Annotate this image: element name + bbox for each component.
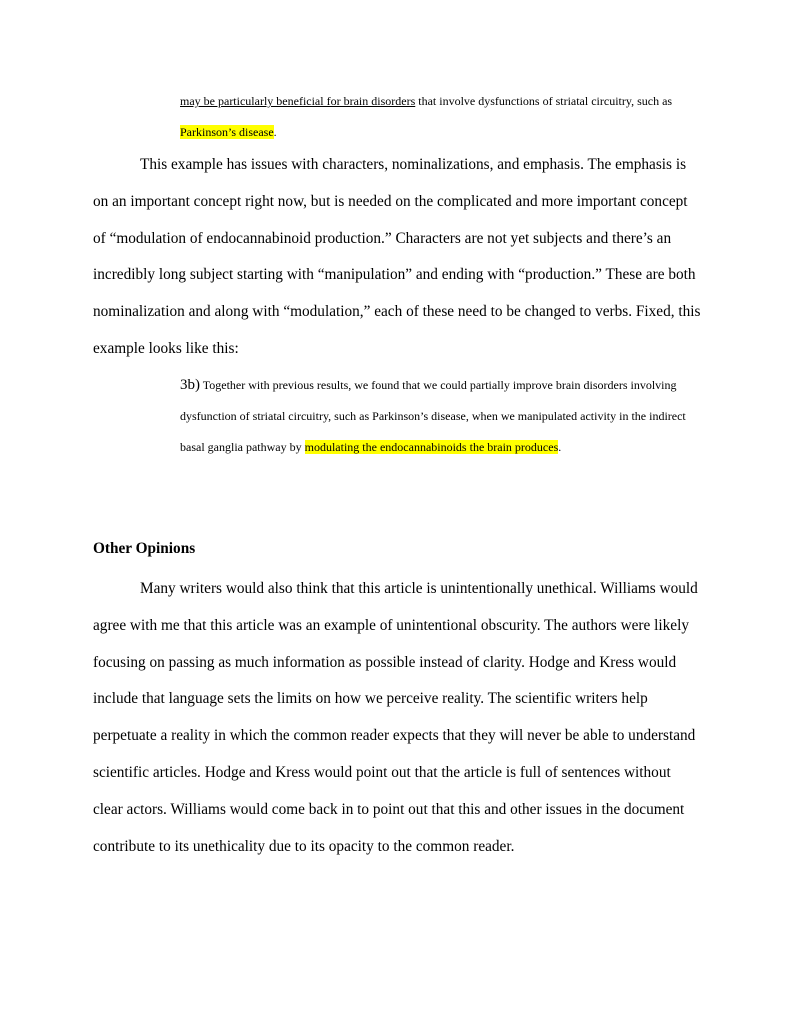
section-heading: Other Opinions: [93, 540, 196, 557]
highlighted-phrase: Parkinson’s disease: [180, 125, 274, 139]
example-number: 3b): [180, 377, 200, 393]
block-quote-revised: [180, 370, 700, 463]
body-paragraph: This example has issues with characters, nominalizations, and emphasis. The emphasis is on an important concept right now, but is needed on the complicated and more important concept of “modulation of endocannabinoid production.” Characters are not yet subjects and there’s an incredibly long subject starting with “manipulation” and ending with “production.” These are both nominalization and along with “modulation,” each of these need to be changed to verbs. Fixed, this example looks like this:: [93, 156, 701, 357]
quote-text: that involve dysfunctions of striatal circuitry, such as: [415, 94, 673, 108]
block-quote-example: [180, 86, 700, 148]
quote-end: .: [558, 440, 562, 454]
highlighted-phrase: modulating the endocannabinoids the brain produces: [304, 440, 559, 454]
quote-text: Together with previous results, we found that we could partially improve brain disorders involving dysfunction of striatal circuitry, such as Parkinson’s disease, when we manipulated activity in the indirect basal ganglia pathway by: [180, 378, 686, 454]
quote-end: .: [273, 125, 277, 139]
underlined-phrase: may be particularly beneficial for brain disorders: [180, 94, 416, 108]
body-paragraph: Many writers would also think that this article is unintentionally unethical. Williams would agree with me that this article was an example of unintentional obscurity. The authors were likely focusing on passing as much information as possible instead of clarity. Hodge and Kress would include that language sets the limits on how we perceive reality. The scientific writers help perpetuate a reality in which the common reader expects that they will never be able to understand scientific articles. Hodge and Kress would point out that the article is full of sentences without clear actors. Williams would come back in to point out that this and other issues in the document contribute to its unethicality due to its opacity to the common reader.: [93, 580, 698, 855]
